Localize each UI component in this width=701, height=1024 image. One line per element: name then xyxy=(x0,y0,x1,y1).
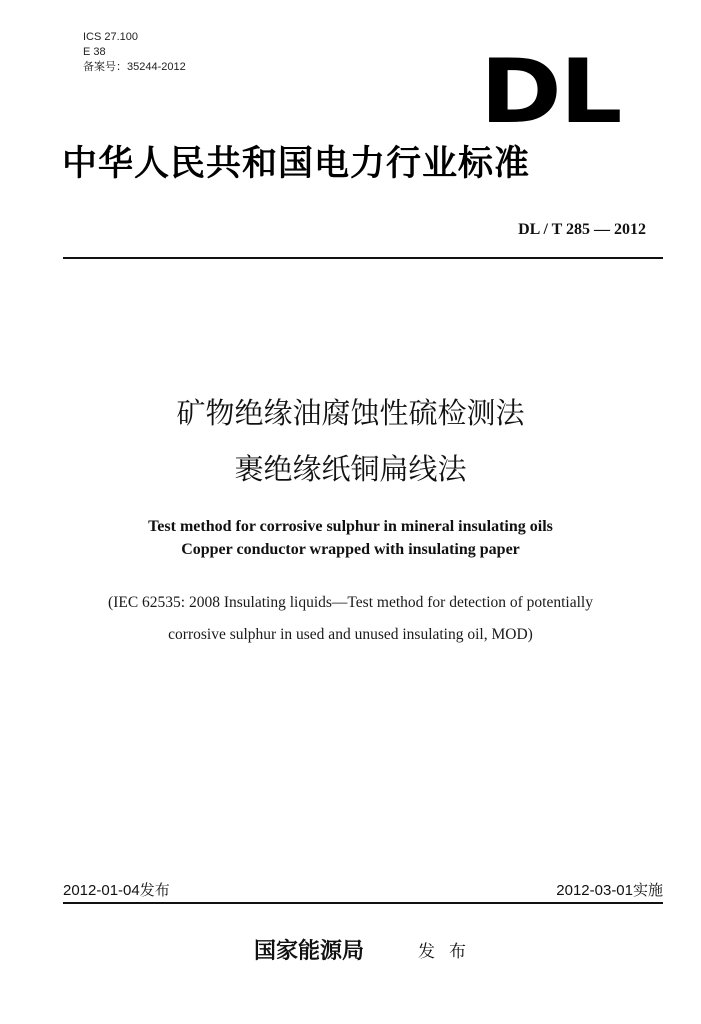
en-title-line-2: Copper conductor wrapped with insulating paper xyxy=(181,541,520,558)
header-rule xyxy=(63,257,663,259)
filing-number: 备案号：35244-2012 xyxy=(83,61,186,73)
footer-rule xyxy=(63,902,663,904)
publisher: 国家能源局 xyxy=(254,938,365,964)
standard-code: DL / T 285 — 2012 xyxy=(518,221,646,238)
meta-block xyxy=(83,30,186,75)
cn-title-line-1: 矿物绝缘油腐蚀性硫检测法 xyxy=(176,396,525,430)
cn-title-line-2: 裹绝缘纸铜扁线法 xyxy=(234,452,467,486)
publish-label: 发布 xyxy=(418,942,480,962)
class-code: E 38 xyxy=(83,46,106,58)
en-title-line-1: Test method for corrosive sulphur in mineral insulating oils xyxy=(148,518,553,535)
iec-reference-line-2: corrosive sulphur in used and unused insulating oil, MOD) xyxy=(168,626,533,643)
iec-reference-line-1: (IEC 62535: 2008 Insulating liquids—Test method for detection of potentially xyxy=(108,594,593,611)
dl-logo: DL xyxy=(480,40,621,143)
implementation-date: 2012-03-01实施 xyxy=(556,882,663,899)
ics-code: ICS 27.100 xyxy=(83,31,139,43)
agency-title: 中华人民共和国电力行业标准 xyxy=(62,143,531,184)
issue-date: 2012-01-04发布 xyxy=(63,882,170,899)
